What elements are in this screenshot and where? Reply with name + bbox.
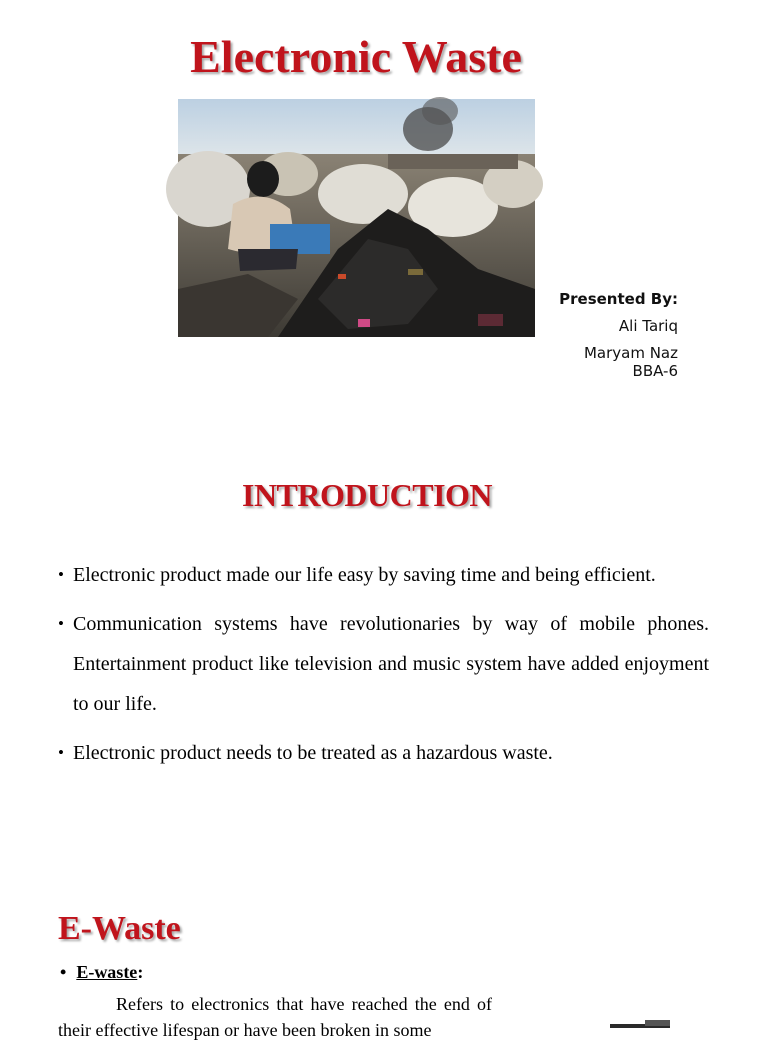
- presented-by-label: Presented By:: [559, 290, 678, 308]
- class-label: BBA-6: [632, 362, 678, 380]
- slide-title: [0, 0, 768, 430]
- bullet-item: • Electronic product made our life easy by saving time and being efficient.: [58, 555, 709, 595]
- presenter-name: Maryam Naz: [583, 344, 678, 362]
- slide-e-waste: [0, 880, 768, 1040]
- bullet-item: • Electronic product needs to be treated as a hazardous waste.: [58, 733, 709, 773]
- introduction-bullet-list: [58, 555, 709, 782]
- bullet-dot: •: [60, 962, 67, 982]
- e-waste-thumbnail: [610, 1016, 690, 1028]
- e-waste-definition-bullet: [60, 962, 143, 983]
- e-waste-photo: [178, 99, 535, 337]
- slide-title-heading: Electronic Waste: [190, 31, 522, 82]
- e-waste-definition-text: Refers to electronics that have reached the end of their effective lifespan or have been broken in some: [58, 994, 492, 1040]
- introduction-heading: INTRODUCTION: [241, 477, 493, 513]
- slide-introduction: [0, 455, 768, 850]
- presenter-name: Ali Tariq: [618, 317, 678, 335]
- e-waste-heading: E-Waste: [58, 910, 181, 947]
- definition-term: E-waste: [76, 962, 138, 982]
- bullet-item: • Communication systems have revolutionaries by way of mobile phones. Entertainment product like television and music system have added enjoyment to our life.: [58, 604, 709, 724]
- definition-colon: :: [137, 962, 144, 982]
